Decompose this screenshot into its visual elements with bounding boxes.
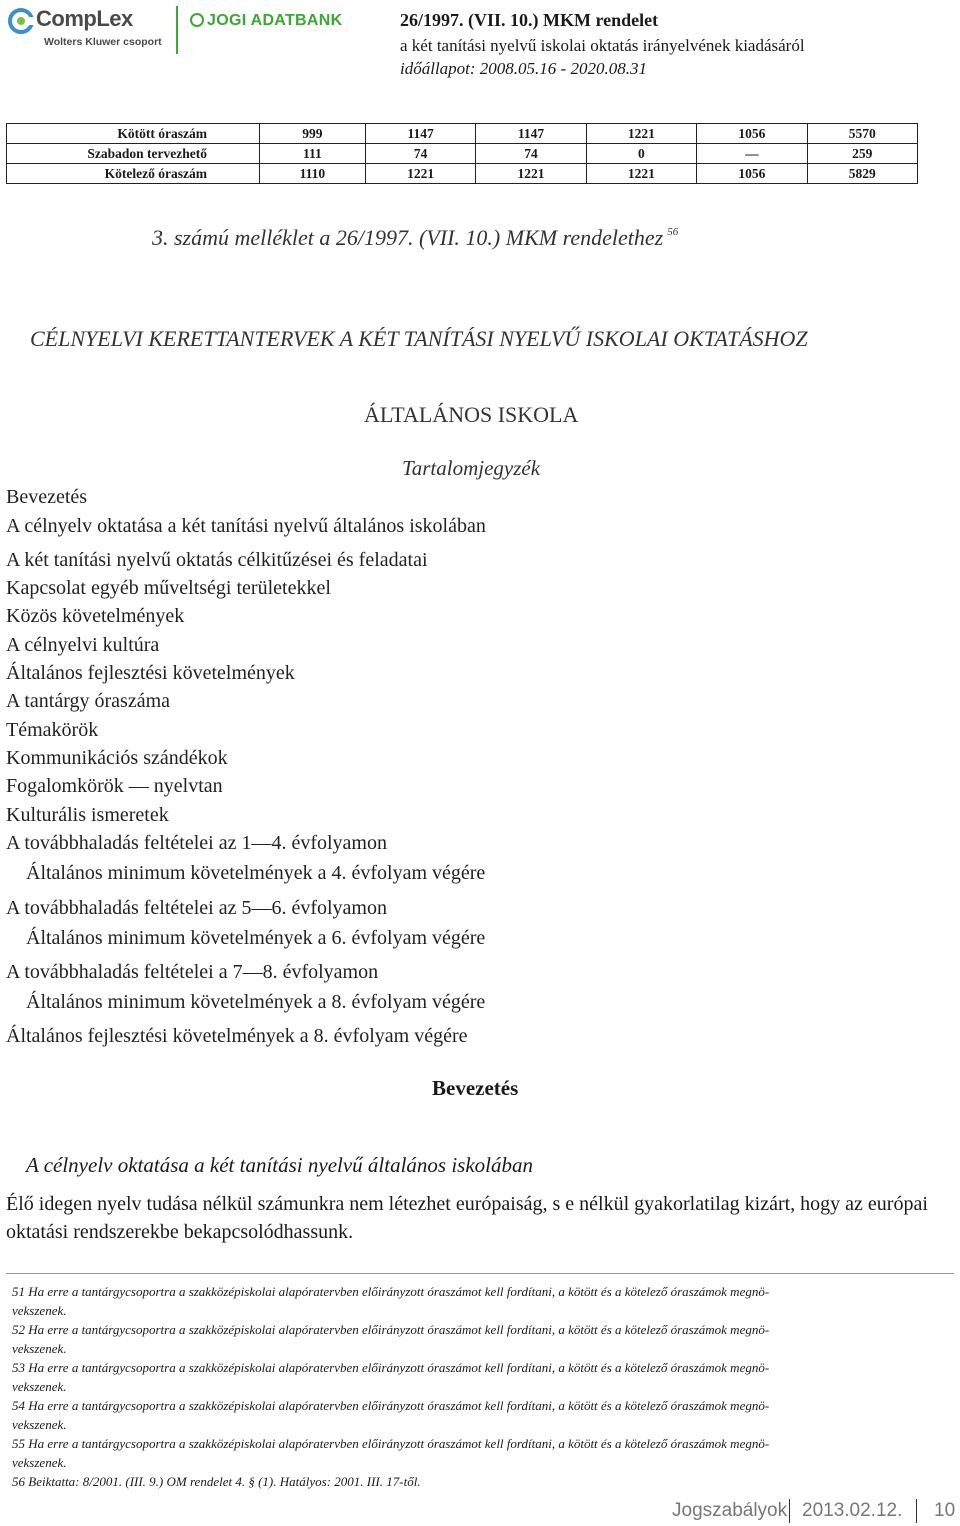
footnote-line: vekszenek.	[12, 1341, 67, 1356]
footnote-line: 54 Ha erre a tantárgycsoportra a szakközépiskolai alapóratervben előirányzott óraszámot kell fordítani, a kötött és a kötelező óraszámok megnö-	[12, 1398, 770, 1413]
school-heading: ÁLTALÁNOS ISKOLA	[364, 402, 579, 427]
footnote-line: 55 Ha erre a tantárgycsoportra a szakközépiskolai alapóratervben előirányzott óraszámot kell fordítani, a kötött és a kötelező óraszámok megnö-	[12, 1436, 770, 1451]
table-cell: 1056	[697, 124, 807, 144]
jogi-logo-icon	[190, 13, 204, 27]
footer-date: 2013.02.12.	[802, 1500, 903, 1521]
table-cell: 1056	[697, 164, 807, 184]
toc-link[interactable]: A továbbhaladás feltételei a 7—8. évfolyamon	[6, 961, 379, 983]
annex-heading	[152, 225, 678, 251]
hours-table	[6, 123, 918, 184]
table-cell: 1221	[365, 164, 475, 184]
annex-text: 3. számú melléklet a 26/1997. (VII. 10.) MKM rendelethez	[152, 225, 664, 250]
footnote	[12, 1282, 942, 1320]
table-cell: 1147	[476, 124, 586, 144]
footer-divider	[916, 1499, 917, 1523]
toc-link[interactable]: Általános minimum követelmények a 4. évfolyam végére	[26, 862, 486, 884]
toc-link[interactable]: A továbbhaladás feltételei az 5—6. évfolyamon	[6, 897, 387, 919]
row-label: Kötelező óraszám	[7, 164, 260, 184]
toc-link[interactable]: A tantárgy óraszáma	[6, 690, 171, 712]
section-subheading: A célnyelv oktatása a két tanítási nyelvű általános iskolában	[26, 1153, 534, 1177]
footnote-line: vekszenek.	[12, 1417, 67, 1432]
toc-heading: Tartalomjegyzék	[402, 456, 541, 480]
doc-title: 26/1997. (VII. 10.) MKM rendelet	[400, 10, 659, 30]
footnote-ref[interactable]: 56	[667, 226, 679, 238]
page-header	[0, 0, 960, 80]
table-cell: 111	[260, 144, 366, 164]
table-cell: 0	[586, 144, 696, 164]
toc-link[interactable]: Témakörök	[6, 719, 99, 741]
doc-subtitle: a két tanítási nyelvű iskolai oktatás irányelvének kiadásáról	[400, 36, 805, 55]
jogi-adatbank-logo	[190, 12, 342, 30]
table-cell: 74	[365, 144, 475, 164]
table-cell: 74	[476, 144, 586, 164]
footnote	[12, 1320, 942, 1358]
footnote-line: vekszenek.	[12, 1455, 67, 1470]
table-row	[7, 164, 918, 184]
footnote-line: vekszenek.	[12, 1379, 67, 1394]
complex-logo	[8, 6, 168, 50]
footnote-divider	[6, 1273, 954, 1274]
toc-link[interactable]: A továbbhaladás feltételei az 1—4. évfolyamon	[6, 832, 387, 854]
table-cell: 5829	[807, 164, 917, 184]
toc-link[interactable]: Közös követelmények	[6, 605, 185, 627]
section-heading: Bevezetés	[432, 1076, 519, 1100]
footnote	[12, 1358, 942, 1396]
table-cell: 259	[807, 144, 917, 164]
footer-divider	[789, 1499, 790, 1523]
footnote-line: 53 Ha erre a tantárgycsoportra a szakközépiskolai alapóratervben előirányzott óraszámot kell fordítani, a kötött és a kötelező óraszámok megnö-	[12, 1360, 770, 1375]
toc-link[interactable]: A két tanítási nyelvű oktatás célkitűzései és feladatai	[6, 549, 428, 571]
table-cell: —	[697, 144, 807, 164]
table-cell: 1221	[586, 124, 696, 144]
toc-link[interactable]: Kulturális ismeretek	[6, 804, 169, 826]
complex-brand: CompLex	[36, 6, 133, 31]
footnote-line: 51 Ha erre a tantárgycsoportra a szakközépiskolai alapóratervben előirányzott óraszámot kell fordítani, a kötött és a kötelező óraszámok megnö-	[12, 1284, 770, 1299]
toc-link[interactable]: Bevezetés	[6, 486, 88, 508]
toc-link[interactable]: Általános minimum követelmények a 6. évfolyam végére	[26, 927, 486, 949]
footnote-line: vekszenek.	[12, 1303, 67, 1318]
toc-link[interactable]: Kapcsolat egyéb műveltségi területekkel	[6, 577, 331, 599]
table-row	[7, 144, 918, 164]
toc-link[interactable]: Kommunikációs szándékok	[6, 747, 228, 769]
doc-state: időállapot: 2008.05.16 - 2020.08.31	[400, 59, 647, 78]
table-cell: 5570	[807, 124, 917, 144]
footnote	[12, 1434, 942, 1472]
table-cell: 1221	[586, 164, 696, 184]
header-divider	[176, 6, 178, 54]
body-paragraph: Élő idegen nyelv tudása nélkül számunkra nem létezhet európaiság, s e nélkül gyakorlatilag kizárt, hogy az európai oktatási rendszerekbe bekapcsolódhassunk.	[6, 1193, 928, 1243]
row-label: Kötött óraszám	[7, 124, 260, 144]
footer-source: Jogszabályok	[672, 1500, 788, 1521]
toc-link[interactable]: Fogalomkörök — nyelvtan	[6, 775, 223, 797]
toc-link[interactable]: A célnyelvi kultúra	[6, 634, 160, 656]
toc-link[interactable]: Általános minimum követelmények a 8. évfolyam végére	[26, 991, 486, 1013]
main-title: CÉLNYELVI KERETTANTERVEK A KÉT TANÍTÁSI NYELVŰ ISKOLAI OKTATÁSHOZ	[30, 326, 808, 351]
jogi-brand: JOGI ADATBANK	[207, 12, 343, 29]
table-cell: 1221	[476, 164, 586, 184]
table-cell: 999	[260, 124, 366, 144]
table-row	[7, 124, 918, 144]
footnote	[12, 1396, 942, 1434]
toc-link[interactable]: Általános fejlesztési követelmények a 8. évfolyam végére	[6, 1025, 468, 1047]
page-number: 10	[934, 1500, 956, 1521]
footnote-line: 56 Beiktatta: 8/2001. (III. 9.) OM rendelet 4. § (1). Hatályos: 2001. III. 17-től.	[12, 1474, 421, 1489]
footnote-line: 52 Ha erre a tantárgycsoportra a szakközépiskolai alapóratervben előirányzott óraszámot kell fordítani, a kötött és a kötelező óraszámok megnö-	[12, 1322, 770, 1337]
complex-sub: Wolters Kluwer csoport	[44, 36, 162, 48]
table-cell: 1110	[260, 164, 366, 184]
toc-link[interactable]: A célnyelv oktatása a két tanítási nyelvű általános iskolában	[6, 515, 486, 537]
table-cell: 1147	[365, 124, 475, 144]
row-label: Szabadon tervezhető	[7, 144, 260, 164]
complex-logo-icon	[8, 8, 34, 34]
toc-link[interactable]: Általános fejlesztési követelmények	[6, 662, 295, 684]
footnote	[12, 1472, 942, 1491]
